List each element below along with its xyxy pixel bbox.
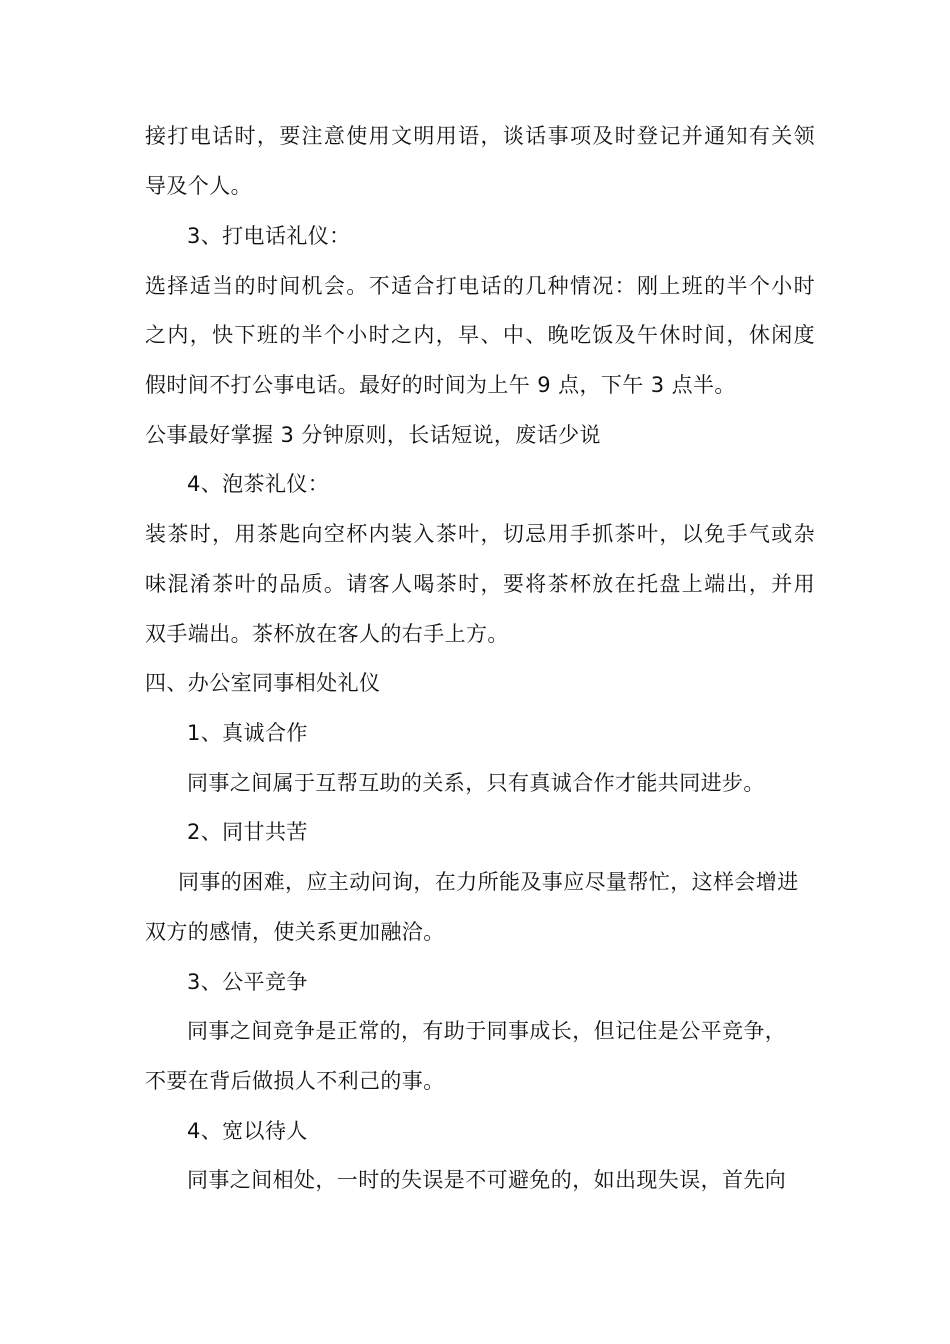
text-line: 接打电话时，要注意使用文明用语，谈话事项及时登记并通知有关领: [145, 124, 815, 148]
text-line: 同事的困难，应主动问询，在力所能及事应尽量帮忙，这样会增进: [178, 870, 799, 894]
text-line: 选择适当的时间机会。不适合打电话的几种情况：刚上班的半个小时: [145, 274, 815, 298]
text-line: 之内，快下班的半个小时之内，早、中、晚吃饭及午休时间，休闲度: [145, 323, 815, 347]
subheading: 3、公平竞争: [187, 970, 308, 994]
text-line: 味混淆茶叶的品质。请客人喝茶时，要将茶杯放在托盘上端出，并用: [145, 572, 815, 596]
subheading: 2、同甘共苦: [187, 820, 308, 844]
text-line: 不要在背后做损人不利己的事。: [145, 1069, 445, 1093]
text-line: 公事最好掌握 3 分钟原则，长话短说，废话少说: [145, 423, 601, 447]
subheading: 4、泡茶礼仪：: [187, 472, 330, 496]
subheading: 4、宽以待人: [187, 1119, 308, 1143]
text-line: 双手端出。茶杯放在客人的右手上方。: [145, 622, 509, 646]
text-line: 假时间不打公事电话。最好的时间为上午 9 点，下午 3 点半。: [145, 373, 736, 397]
text-line: 导及个人。: [145, 174, 252, 198]
text-line: 同事之间竞争是正常的，有助于同事成长，但记住是公平竞争，: [187, 1019, 787, 1043]
subheading: 3、打电话礼仪：: [187, 224, 351, 248]
subheading: 1、真诚合作: [187, 721, 308, 745]
text-line: 双方的感情，使关系更加融洽。: [145, 920, 445, 944]
text-line: 装茶时，用茶匙向空杯内装入茶叶，切忌用手抓茶叶，以免手气或杂: [145, 522, 815, 546]
text-line: 同事之间相处，一时的失误是不可避免的，如出现失误，首先向: [187, 1168, 787, 1192]
section-heading: 四、办公室同事相处礼仪: [145, 671, 381, 695]
text-line: 同事之间属于互帮互助的关系，只有真诚合作才能共同进步。: [187, 771, 765, 795]
